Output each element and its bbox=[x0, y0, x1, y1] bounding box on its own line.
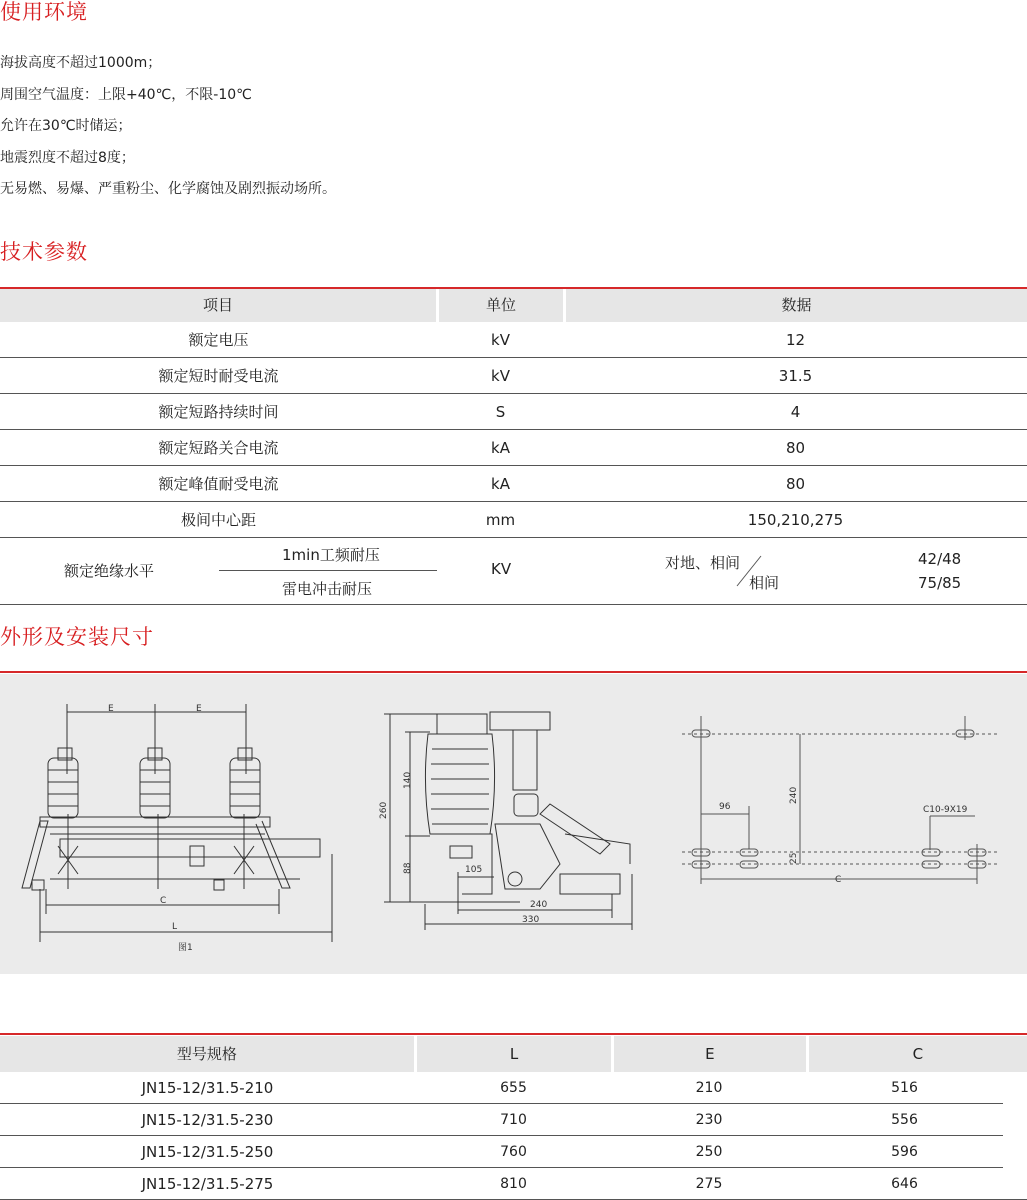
param-value: 12 bbox=[785, 330, 806, 349]
param-unit: kV bbox=[491, 330, 510, 349]
table-row bbox=[0, 322, 1027, 358]
param-unit: kV bbox=[491, 366, 510, 385]
model-c: 516 bbox=[891, 1079, 918, 1096]
dim-label: E bbox=[196, 704, 202, 714]
model-name: JN15-12/31.5-250 bbox=[141, 1142, 274, 1161]
header-model: 型号规格 bbox=[176, 1045, 237, 1063]
param-value: 4 bbox=[790, 402, 801, 421]
model-name: JN15-12/31.5-275 bbox=[141, 1174, 274, 1193]
model-l: 760 bbox=[500, 1143, 527, 1160]
environment-item: 周围空气温度：上限+40℃，不限-10℃ bbox=[0, 86, 252, 103]
insulation-phase-ground: 对地、相间 bbox=[665, 554, 741, 572]
table-row bbox=[0, 1104, 1003, 1136]
table-row bbox=[0, 502, 1027, 538]
table-row bbox=[0, 394, 1027, 430]
insulation-sub-impulse: 雷电冲击耐压 bbox=[282, 580, 373, 598]
side-view bbox=[384, 712, 632, 930]
table-row bbox=[0, 358, 1027, 394]
spec-table bbox=[0, 289, 1027, 605]
section-divider bbox=[0, 671, 1027, 673]
insulation-row bbox=[0, 538, 1027, 605]
dim-label: C10-9X19 bbox=[923, 805, 968, 815]
dim-label: 96 bbox=[719, 802, 731, 812]
table-row bbox=[0, 1168, 1027, 1200]
dim-label: E bbox=[108, 704, 114, 714]
dim-label: L bbox=[172, 922, 178, 932]
figure-caption: 图1 bbox=[178, 943, 193, 953]
param-name: 额定短路持续时间 bbox=[158, 403, 279, 421]
model-e: 275 bbox=[695, 1175, 723, 1192]
param-name: 额定短时耐受电流 bbox=[158, 367, 279, 385]
param-name: 极间中心距 bbox=[180, 511, 256, 529]
parameters-title: 技术参数 bbox=[0, 240, 88, 264]
insulation-value-1: 42/48 bbox=[918, 550, 962, 568]
table-row bbox=[0, 466, 1027, 502]
table-row bbox=[0, 1136, 1003, 1168]
model-l: 810 bbox=[500, 1175, 527, 1192]
environment-list bbox=[0, 48, 336, 206]
table-row bbox=[0, 1072, 1003, 1104]
header-l: L bbox=[509, 1045, 519, 1063]
dim-label: 25 bbox=[789, 852, 799, 864]
dim-label: 260 bbox=[379, 801, 389, 819]
dimensions-title: 外形及安装尺寸 bbox=[0, 625, 154, 649]
insulation-phase: 相间 bbox=[749, 574, 780, 592]
header-e: E bbox=[705, 1045, 715, 1063]
param-value: 80 bbox=[785, 438, 806, 457]
model-e: 230 bbox=[695, 1111, 723, 1128]
environment-item: 允许在30℃时储运； bbox=[0, 118, 132, 134]
dim-label: 330 bbox=[522, 915, 540, 925]
dim-label: 240 bbox=[789, 786, 799, 804]
insulation-divider bbox=[219, 570, 437, 571]
header-unit: 单位 bbox=[485, 296, 516, 314]
model-name: JN15-12/31.5-230 bbox=[141, 1110, 274, 1129]
environment-item: 海拔高度不超过1000m； bbox=[0, 55, 162, 71]
dim-label: 240 bbox=[530, 900, 548, 910]
dim-label: C bbox=[160, 896, 167, 906]
dimension-drawings bbox=[0, 674, 1027, 974]
insulation-value-2: 75/85 bbox=[918, 574, 962, 592]
model-c: 596 bbox=[891, 1143, 918, 1160]
model-name: JN15-12/31.5-210 bbox=[141, 1078, 274, 1097]
dim-label: 140 bbox=[403, 771, 413, 789]
model-c: 556 bbox=[891, 1111, 918, 1128]
plan-view bbox=[682, 716, 1000, 884]
section-divider bbox=[0, 1033, 1027, 1035]
param-unit: mm bbox=[485, 510, 516, 529]
dim-label: 88 bbox=[403, 862, 413, 874]
model-l: 655 bbox=[500, 1079, 527, 1096]
dim-label: 105 bbox=[465, 865, 483, 875]
technical-drawing bbox=[0, 674, 1027, 974]
param-value: 80 bbox=[785, 474, 806, 493]
header-data: 数据 bbox=[781, 296, 812, 314]
param-unit: S bbox=[495, 402, 506, 421]
param-value: 150,210,275 bbox=[747, 510, 844, 529]
model-l: 710 bbox=[500, 1111, 527, 1128]
param-value: 31.5 bbox=[778, 366, 813, 385]
header-c: C bbox=[912, 1045, 924, 1063]
header-item: 项目 bbox=[202, 296, 233, 314]
param-unit: kA bbox=[491, 438, 510, 457]
environment-item: 无易燃、易爆、严重粉尘、化学腐蚀及剧烈振动场所。 bbox=[0, 181, 336, 197]
environment-item: 地震烈度不超过8度； bbox=[0, 149, 135, 166]
insulation-label: 额定绝缘水平 bbox=[64, 562, 155, 580]
param-name: 额定短路关合电流 bbox=[158, 439, 279, 457]
model-table bbox=[0, 1036, 1027, 1200]
insulation-sub-power: 1min工频耐压 bbox=[282, 546, 380, 564]
environment-title: 使用环境 bbox=[0, 0, 88, 24]
model-e: 250 bbox=[695, 1143, 723, 1160]
model-e: 210 bbox=[695, 1079, 723, 1096]
model-c: 646 bbox=[891, 1175, 918, 1192]
insulation-unit: KV bbox=[491, 560, 512, 578]
front-view bbox=[22, 704, 332, 942]
model-table-header bbox=[0, 1036, 1027, 1072]
dim-label: C bbox=[835, 875, 842, 885]
spec-table-header bbox=[0, 289, 1027, 322]
param-name: 额定峰值耐受电流 bbox=[158, 475, 279, 493]
param-name: 额定电压 bbox=[188, 331, 249, 349]
table-row bbox=[0, 430, 1027, 466]
param-unit: kA bbox=[491, 474, 510, 493]
